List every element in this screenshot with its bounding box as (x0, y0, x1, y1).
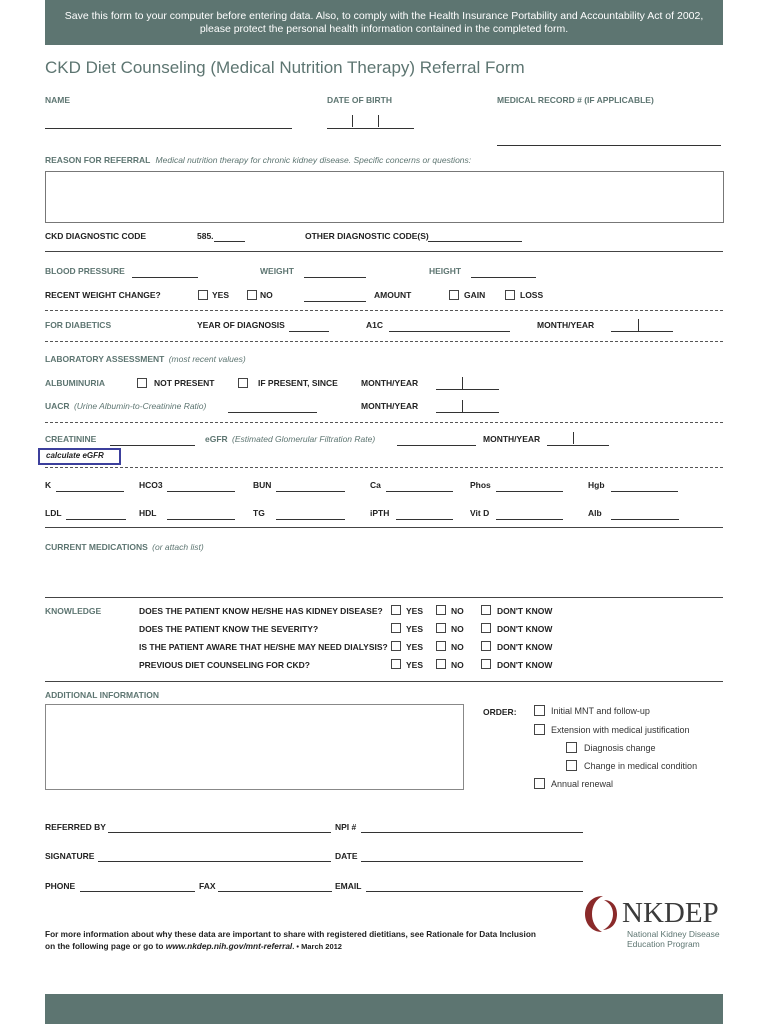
dont-know-label: DON'T KNOW (497, 606, 553, 616)
lab-ca-field[interactable] (386, 491, 453, 492)
nkdep-logo-text: NKDEP (622, 897, 719, 929)
section-divider (45, 422, 723, 423)
yes-label: YES (406, 660, 424, 670)
bp-label: BLOOD PRESSURE (45, 266, 125, 276)
egfr-date-field[interactable] (547, 445, 609, 446)
lab-phos-label: Phos (470, 480, 491, 490)
knowledge-dontknow-checkbox[interactable] (481, 605, 491, 615)
lab-hgb-label: Hgb (588, 480, 605, 490)
ckd-code-label: CKD DIAGNOSTIC CODE (45, 231, 147, 241)
a1c-field[interactable] (389, 331, 510, 332)
reason-hint: Medical nutrition therapy for chronic kidney disease. Specific concerns or questions: (155, 155, 472, 165)
month-year-label: MONTH/YEAR (537, 320, 595, 330)
dob-field[interactable] (327, 128, 414, 129)
reason-label (45, 155, 471, 165)
knowledge-yes-checkbox[interactable] (391, 623, 401, 633)
code-prefix: 585. (197, 231, 214, 241)
rationale-link[interactable]: www.nkdep.nih.gov/mnt-referral (165, 941, 293, 951)
lab-hco3-label: HCO3 (139, 480, 163, 490)
footnote-line-2-text: on the following page or go to (45, 941, 166, 951)
meds-label (45, 542, 204, 552)
meds-label-text: CURRENT MEDICATIONS (45, 542, 148, 552)
yes-label: YES (406, 606, 424, 616)
lab-bun-field[interactable] (276, 491, 345, 492)
ckd-code-field[interactable] (214, 241, 245, 242)
section-divider (45, 527, 723, 528)
banner-line-2: please protect the personal health information contained in the completed form. (199, 23, 569, 35)
meds-field[interactable] (45, 556, 723, 594)
footer-bar (45, 994, 723, 1024)
knowledge-dontknow-checkbox[interactable] (481, 659, 491, 669)
knowledge-no-checkbox[interactable] (436, 641, 446, 651)
no-label: NO (451, 624, 464, 634)
dont-know-label: DON'T KNOW (497, 660, 553, 670)
footnote-line-2 (45, 940, 536, 953)
knowledge-dontknow-checkbox[interactable] (481, 623, 491, 633)
order-condition-change-checkbox[interactable] (566, 760, 577, 771)
reason-textbox[interactable] (45, 171, 724, 223)
lab-ldl-label: LDL (45, 508, 62, 518)
section-divider (45, 681, 723, 682)
knowledge-yes-checkbox[interactable] (391, 659, 401, 669)
lab-hdl-field[interactable] (167, 519, 235, 520)
calculate-egfr-button[interactable]: calculate eGFR (38, 448, 121, 465)
uacr-label-text: UACR (45, 401, 70, 411)
other-code-field[interactable] (428, 241, 522, 242)
no-label: NO (451, 660, 464, 670)
date-separator (462, 400, 463, 412)
order-initial-label: Initial MNT and follow-up (551, 706, 650, 716)
knowledge-question: DOES THE PATIENT KNOW HE/SHE HAS KIDNEY DISEASE? (139, 606, 383, 616)
lab-k-field[interactable] (56, 491, 124, 492)
email-field[interactable] (366, 891, 583, 892)
dont-know-label: DON'T KNOW (497, 642, 553, 652)
if-present-checkbox[interactable] (238, 378, 248, 388)
loss-checkbox[interactable] (505, 290, 515, 300)
nkdep-logo-subtitle (627, 929, 720, 949)
year-diagnosis-label: YEAR OF DIAGNOSIS (197, 320, 285, 330)
order-extension-label: Extension with medical justification (551, 725, 690, 735)
lab-ldl-field[interactable] (66, 519, 126, 520)
lab-ca-label: Ca (370, 480, 381, 490)
yes-label: YES (406, 624, 424, 634)
logo-subtitle-line-1: National Kidney Disease (627, 929, 720, 939)
section-divider (45, 341, 723, 342)
amount-label: AMOUNT (374, 290, 412, 300)
section-divider (45, 467, 723, 468)
lab-alb-label: Alb (588, 508, 602, 518)
uacr-hint: (Urine Albumin-to-Creatinine Ratio) (73, 401, 207, 411)
lab-tg-field[interactable] (276, 519, 345, 520)
egfr-label (205, 434, 375, 444)
lab-label-text: LABORATORY ASSESSMENT (45, 354, 165, 364)
lab-ipth-label: iPTH (370, 508, 390, 518)
order-extension-checkbox[interactable] (534, 724, 545, 735)
section-divider (45, 597, 723, 598)
lab-bun-label: BUN (253, 480, 272, 490)
date-separator (638, 319, 639, 331)
height-label: HEIGHT (429, 266, 462, 276)
fax-field[interactable] (218, 891, 332, 892)
dont-know-label: DON'T KNOW (497, 624, 553, 634)
phone-field[interactable] (80, 891, 195, 892)
npi-field[interactable] (361, 832, 583, 833)
diabetics-label: FOR DIABETICS (45, 320, 112, 330)
additional-info-textbox[interactable] (45, 704, 464, 790)
knowledge-label: KNOWLEDGE (45, 606, 102, 616)
lab-tg-label: TG (253, 508, 265, 518)
weight-field[interactable] (304, 277, 366, 278)
egfr-label-text: eGFR (205, 434, 228, 444)
meds-hint: (or attach list) (152, 542, 204, 552)
knowledge-no-checkbox[interactable] (436, 623, 446, 633)
gain-label: GAIN (464, 290, 486, 300)
email-label: EMAIL (335, 881, 362, 891)
dob-separator (378, 115, 379, 127)
no-label: NO (451, 642, 464, 652)
knowledge-yes-checkbox[interactable] (391, 605, 401, 615)
name-label: NAME (45, 95, 71, 105)
creatinine-label: CREATININE (45, 434, 97, 444)
lab-vitd-field[interactable] (496, 519, 563, 520)
bp-field[interactable] (132, 277, 198, 278)
reason-label-text: REASON FOR REFERRAL (45, 155, 151, 165)
date-field[interactable] (361, 861, 583, 862)
date-separator (573, 432, 574, 444)
weight-change-no-checkbox[interactable] (247, 290, 257, 300)
fax-label: FAX (199, 881, 216, 891)
dob-separator (352, 115, 353, 127)
uacr-date-field[interactable] (436, 412, 499, 413)
lab-hint: (most recent values) (168, 354, 246, 364)
lab-hdl-label: HDL (139, 508, 157, 518)
month-year-label: MONTH/YEAR (361, 378, 419, 388)
not-present-label: NOT PRESENT (154, 378, 215, 388)
phone-label: PHONE (45, 881, 76, 891)
signature-field[interactable] (98, 861, 331, 862)
knowledge-no-checkbox[interactable] (436, 659, 446, 669)
a1c-date-field[interactable] (611, 331, 673, 332)
lab-hgb-field[interactable] (611, 491, 678, 492)
order-diagnosis-change-checkbox[interactable] (566, 742, 577, 753)
additional-info-label: ADDITIONAL INFORMATION (45, 690, 159, 700)
uacr-field[interactable] (228, 412, 317, 413)
yes-label: YES (406, 642, 424, 652)
lab-phos-field[interactable] (496, 491, 563, 492)
egfr-hint: (Estimated Glomerular Filtration Rate) (232, 434, 376, 444)
month-year-label: MONTH/YEAR (483, 434, 541, 444)
npi-label: NPI # (335, 822, 357, 832)
no-label: NO (260, 290, 273, 300)
height-field[interactable] (471, 277, 536, 278)
lab-vitd-label: Vit D (470, 508, 490, 518)
knowledge-no-checkbox[interactable] (436, 605, 446, 615)
mrn-label: MEDICAL RECORD # (IF APPLICABLE) (497, 95, 654, 105)
albuminuria-label: ALBUMINURIA (45, 378, 105, 388)
no-label: NO (451, 606, 464, 616)
lab-k-label: K (45, 480, 52, 490)
gain-checkbox[interactable] (449, 290, 459, 300)
order-diagnosis-change-label: Diagnosis change (584, 743, 656, 753)
yes-label: YES (212, 290, 230, 300)
knowledge-question: IS THE PATIENT AWARE THAT HE/SHE MAY NEED DIALYSIS? (139, 642, 388, 652)
mrn-field[interactable] (497, 145, 721, 146)
lab-alb-field[interactable] (611, 519, 679, 520)
banner-line-1: Save this form to your computer before entering data. Also, to comply with the Health Insurance Portability and Accountability Act of 2002, (64, 10, 704, 22)
other-code-label: OTHER DIAGNOSTIC CODE(S) (305, 231, 429, 241)
a1c-label: A1C (366, 320, 384, 330)
date-separator (462, 377, 463, 389)
order-annual-renewal-checkbox[interactable] (534, 778, 545, 789)
egfr-field[interactable] (397, 445, 476, 446)
footnote-date: . • March 2012 (292, 942, 342, 951)
creatinine-field[interactable] (110, 445, 195, 446)
weight-label: WEIGHT (260, 266, 294, 276)
dob-label: DATE OF BIRTH (327, 95, 393, 105)
lab-hco3-field[interactable] (167, 491, 235, 492)
order-condition-change-label: Change in medical condition (584, 761, 698, 771)
order-initial-checkbox[interactable] (534, 705, 545, 716)
uacr-label (45, 401, 206, 411)
footnote (45, 928, 536, 953)
order-annual-renewal-label: Annual renewal (551, 779, 614, 789)
loss-label: LOSS (520, 290, 544, 300)
not-present-checkbox[interactable] (137, 378, 147, 388)
month-year-label: MONTH/YEAR (361, 401, 419, 411)
knowledge-question: PREVIOUS DIET COUNSELING FOR CKD? (139, 660, 310, 670)
order-label: ORDER: (483, 707, 517, 717)
knowledge-yes-checkbox[interactable] (391, 641, 401, 651)
lab-ipth-field[interactable] (396, 519, 453, 520)
privacy-banner (45, 0, 723, 45)
if-present-label: IF PRESENT, SINCE (258, 378, 338, 388)
form-title: CKD Diet Counseling (Medical Nutrition Therapy) Referral Form (45, 58, 525, 77)
section-divider (45, 310, 723, 311)
knowledge-dontknow-checkbox[interactable] (481, 641, 491, 651)
weight-change-yes-checkbox[interactable] (198, 290, 208, 300)
knowledge-question: DOES THE PATIENT KNOW THE SEVERITY? (139, 624, 319, 634)
weight-change-label: RECENT WEIGHT CHANGE? (45, 290, 161, 300)
referred-by-label: REFERRED BY (45, 822, 106, 832)
section-divider (45, 251, 723, 252)
logo-subtitle-line-2: Education Program (627, 939, 700, 949)
signature-label: SIGNATURE (45, 851, 95, 861)
name-field[interactable] (45, 128, 292, 129)
weight-change-field[interactable] (304, 301, 366, 302)
date-label: DATE (335, 851, 358, 861)
lab-label (45, 354, 246, 364)
referred-by-field[interactable] (108, 832, 331, 833)
year-diagnosis-field[interactable] (289, 331, 329, 332)
nkdep-logo-icon (583, 894, 619, 934)
albuminuria-date-field[interactable] (436, 389, 499, 390)
footnote-line-1: For more information about why these data are important to share with registered dietitians, see Rationale for Data Inclusion (45, 929, 536, 939)
